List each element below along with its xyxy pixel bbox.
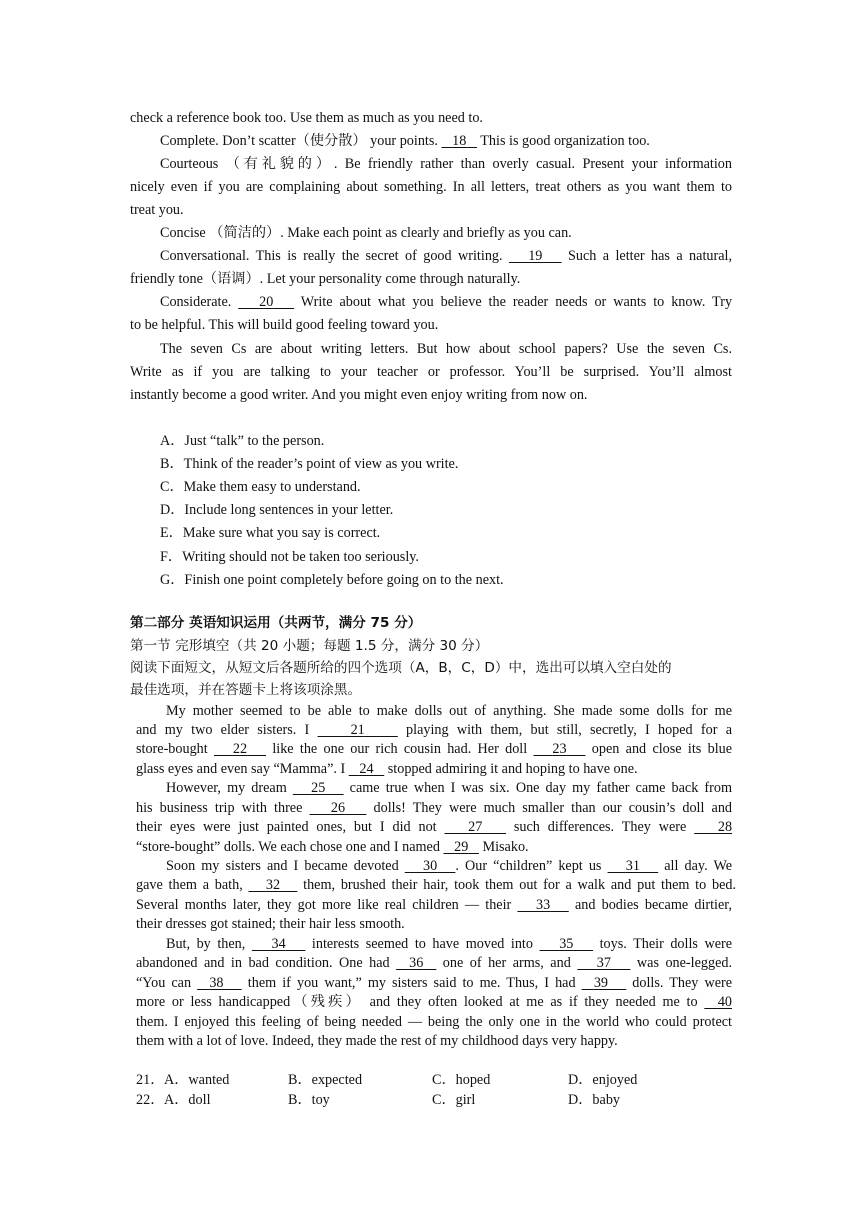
blank-20: 20 (259, 294, 274, 310)
question-number: 22． (136, 1092, 165, 1108)
passage-line: instantly become a good writer. And you might even enjoy writing from now on. (130, 387, 588, 403)
option-b: B．Think of the reader’s point of view as you write. (160, 456, 459, 472)
blank-26: 26 (330, 800, 346, 816)
cloze-line: “store-bought” dolls. We each chose one and I named 29 Misako. (136, 839, 529, 855)
option-d: D．Include long sentences in your letter. (160, 502, 394, 518)
choice-d: D．enjoyed (568, 1072, 638, 1088)
cloze-line: their eyes were just painted ones, but I did not 27 such differences. They were 28 (136, 819, 733, 835)
blank-40: 40 (717, 994, 732, 1010)
blank-29: 29 (454, 839, 469, 855)
blank-38: 38 (209, 975, 224, 991)
passage-line: Complete. Don’t scatter（使分散） your points. 18 This is good organization too. (160, 133, 650, 149)
cloze-line: “You can 38 them if you want,” my sisters said to me. Thus, I had 39 dolls. They were (136, 975, 733, 991)
option-a: A．Just “talk” to the person. (160, 433, 325, 449)
blank-33: 33 (536, 897, 551, 913)
passage-line: to be helpful. This will build good feeling toward you. (130, 317, 439, 333)
choice-a: A．wanted (164, 1072, 230, 1088)
cloze-line: them with a lot of love. Indeed, they made the rest of my childhood days very happy. (136, 1033, 618, 1049)
blank-24: 24 (359, 761, 374, 777)
blank-39: 39 (593, 975, 608, 991)
passage-line: treat you. (130, 202, 184, 218)
choice-b: B．expected (288, 1072, 363, 1088)
cloze-line: But, by then, 34 interests seemed to have moved into 35 toys. Their dolls were (166, 936, 733, 952)
choice-b: B．toy (288, 1092, 330, 1108)
cloze-line: My mother seemed to be able to make dolls out of anything. She made some dolls for me (166, 703, 732, 719)
instructions: 最佳选项，并在答题卡上将该项涂黑。 (130, 682, 362, 698)
cloze-line: their dresses got stained; their hair less smooth. (136, 916, 405, 932)
blank-21: 21 (350, 722, 365, 738)
blank-28: 28 (717, 819, 733, 835)
blank-25: 25 (311, 780, 326, 796)
cloze-line: However, my dream 25 came true when I was six. One day my father came back from (166, 780, 732, 796)
passage-line: Conversational. This is really the secret of good writing. 19 Such a letter has a natural, (160, 248, 732, 264)
blank-18: 18 (452, 133, 467, 149)
blank-37: 37 (596, 955, 611, 971)
cloze-line: more or less handicapped（残疾） and they often looked at me as if they needed me to 40 (136, 994, 732, 1010)
section-subtitle: 第一节 完形填空（共 20 小题；每题 1.5 分，满分 30 分） (130, 638, 489, 654)
option-c: C．Make them easy to understand. (160, 479, 361, 495)
choice-c: C．hoped (432, 1072, 491, 1088)
option-g: G．Finish one point completely before going on to the next. (160, 572, 504, 588)
blank-32: 32 (265, 877, 281, 893)
blank-22: 22 (232, 741, 248, 757)
passage-line: The seven Cs are about writing letters. But how about school papers? Use the seven Cs. (160, 341, 732, 357)
blank-31: 31 (625, 858, 640, 874)
question-number: 21． (136, 1072, 165, 1088)
section-title: 第二部分 英语知识运用（共两节，满分 75 分） (130, 615, 422, 631)
cloze-line: store-bought 22 like the one our rich cousin had. Her doll 23 open and close its blue (136, 741, 733, 757)
passage-line: nicely even if you are complaining about something. In all letters, treat others as you want them to (130, 179, 732, 195)
cloze-line: gave them a bath, 32 them, brushed their hair, took them out for a walk and put them to bed. (136, 877, 737, 893)
cloze-line: and my two elder sisters. I 21 playing with them, but still, secretly, I hoped for a (136, 722, 733, 738)
cloze-line: Several months later, they got more like real children — their 33 and bodies became dirtier, (136, 897, 732, 913)
instructions: 阅读下面短文，从短文后各题所给的四个选项（A，B，C，D）中，选出可以填入空白处的 (130, 660, 672, 676)
passage-line: Concise （简洁的）. Make each point as clearly and briefly as you can. (160, 225, 572, 241)
blank-35: 35 (559, 936, 574, 952)
blank-34: 34 (271, 936, 286, 952)
blank-27: 27 (468, 819, 483, 835)
passage-line: friendly tone（语调）. Let your personality come through naturally. (130, 271, 521, 287)
cloze-line: his business trip with three 26 dolls! They were much smaller than our cousin’s doll and (136, 800, 733, 816)
blank-23: 23 (552, 741, 567, 757)
choice-c: C．girl (432, 1092, 476, 1108)
passage-line: Write as if you are talking to your teacher or professor. You’ll be surprised. You’ll almost (130, 364, 732, 380)
cloze-line: abandoned and in bad condition. One had 36 one of her arms, and 37 was one-legged. (136, 955, 733, 971)
cloze-line: glass eyes and even say “Mamma”. I 24 stopped admiring it and hoping to have one. (136, 761, 638, 777)
option-e: E．Make sure what you say is correct. (160, 525, 381, 541)
choice-a: A．doll (164, 1092, 211, 1108)
option-f: F．Writing should not be taken too seriously. (160, 549, 419, 565)
passage-line: check a reference book too. Use them as much as you need to. (130, 110, 483, 126)
choice-d: D．baby (568, 1092, 621, 1108)
blank-36: 36 (409, 955, 424, 971)
blank-19: 19 (528, 248, 543, 264)
passage-line: Courteous （有礼貌的）. Be friendly rather than overly casual. Present your information (160, 156, 732, 172)
passage-line: Considerate. 20 Write about what you believe the reader needs or wants to know. Try (160, 294, 733, 310)
cloze-line: Soon my sisters and I became devoted 30 . Our “children” kept us 31 all day. We (166, 858, 733, 874)
blank-30: 30 (422, 858, 438, 874)
cloze-line: them. I enjoyed this feeling of being needed — being the only one in the world who could protect (136, 1014, 732, 1030)
